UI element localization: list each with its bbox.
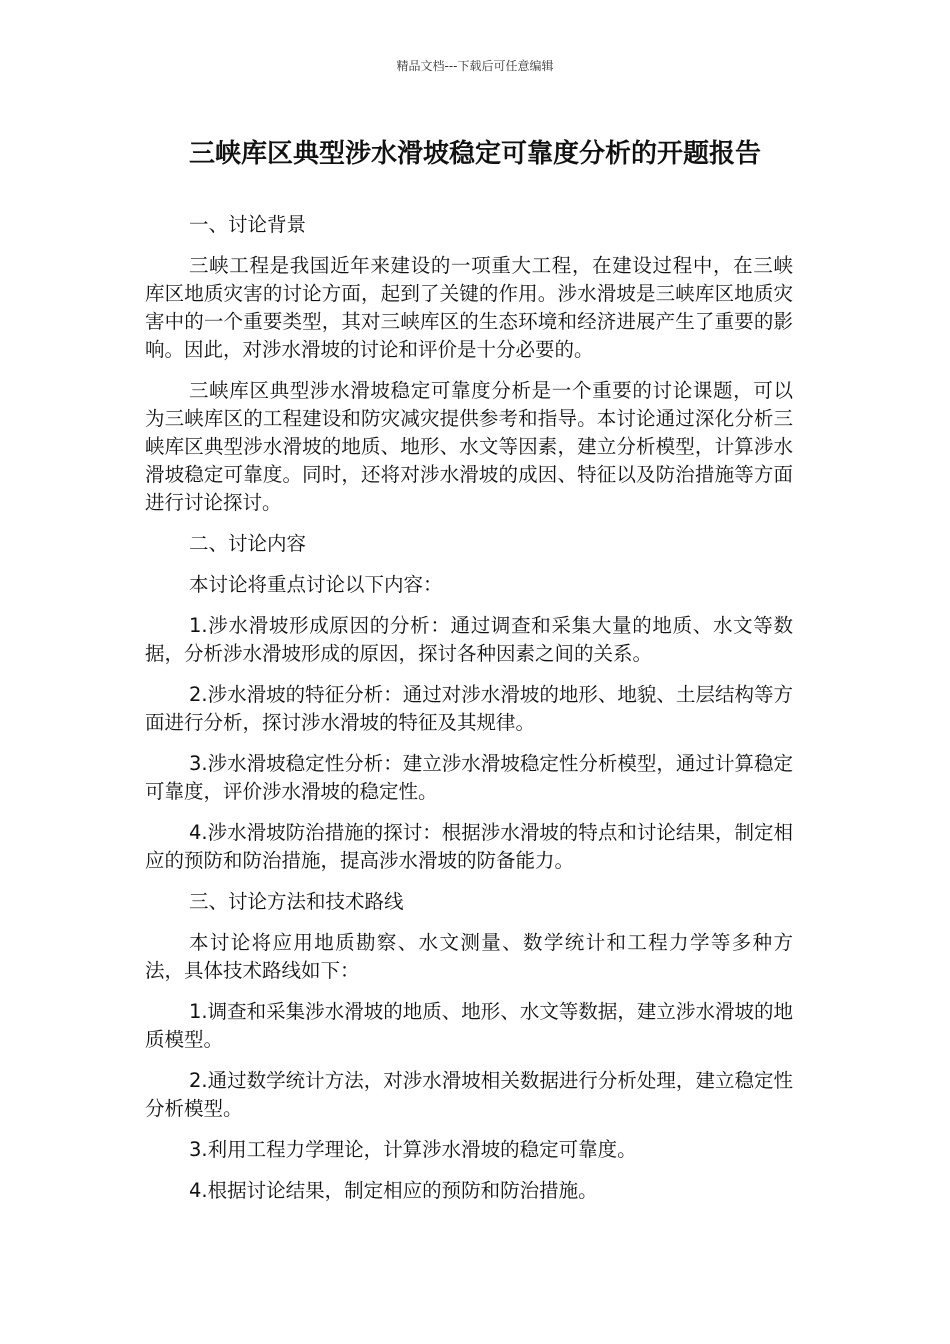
- list-item: 2.涉水滑坡的特征分析：通过对涉水滑坡的地形、地貌、土层结构等方面进行分析，探讨涉水滑坡的特征及其规律。: [145, 683, 793, 734]
- list-item: 1.调查和采集涉水滑坡的地质、地形、水文等数据，建立涉水滑坡的地质模型。: [145, 1000, 793, 1051]
- list-item: 4.涉水滑坡防治措施的探讨：根据涉水滑坡的特点和讨论结果，制定相应的预防和防治措施，提高涉水滑坡的防备能力。: [145, 821, 793, 872]
- document-title: 三峡库区典型涉水滑坡稳定可靠度分析的开题报告: [188, 139, 761, 169]
- document-body: [145, 211, 793, 1218]
- list-item: 3.利用工程力学理论，计算涉水滑坡的稳定可靠度。: [189, 1138, 637, 1161]
- section-heading-methods: 三、讨论方法和技术路线: [189, 890, 404, 913]
- page-header: 精品文档---下载后可任意编辑: [396, 59, 554, 73]
- paragraph: 本讨论将重点讨论以下内容：: [189, 573, 443, 596]
- list-item: 4.根据讨论结果，制定相应的预防和防治措施。: [189, 1179, 598, 1202]
- list-item: 1.涉水滑坡形成原因的分析：通过调查和采集大量的地质、水文等数据，分析涉水滑坡形成的原因，探讨各种因素之间的关系。: [145, 614, 793, 665]
- paragraph: 三峡库区典型涉水滑坡稳定可靠度分析是一个重要的讨论课题，可以为三峡库区的工程建设和防灾减灾提供参考和指导。本讨论通过深化分析三峡库区典型涉水滑坡的地质、地形、水文等因素，建立分析模型，计算涉水滑坡稳定可靠度。同时，还将对涉水滑坡的成因、特征以及防治措施等方面进行讨论探讨。: [145, 379, 793, 514]
- section-heading-content: 二、讨论内容: [189, 532, 307, 555]
- paragraph: 本讨论将应用地质勘察、水文测量、数学统计和工程力学等多种方法，具体技术路线如下：: [145, 931, 793, 982]
- paragraph: 三峡工程是我国近年来建设的一项重大工程，在建设过程中，在三峡库区地质灾害的讨论方面，起到了关键的作用。涉水滑坡是三峡库区地质灾害中的一个重要类型，其对三峡库区的生态环境和经济进展产生了重要的影响。因此，对涉水滑坡的讨论和评价是十分必要的。: [145, 254, 793, 361]
- section-heading-background: 一、讨论背景: [189, 213, 307, 236]
- list-item: 3.涉水滑坡稳定性分析：建立涉水滑坡稳定性分析模型，通过计算稳定可靠度，评价涉水滑坡的稳定性。: [145, 752, 793, 803]
- list-item: 2.通过数学统计方法，对涉水滑坡相关数据进行分析处理，建立稳定性分析模型。: [145, 1069, 793, 1120]
